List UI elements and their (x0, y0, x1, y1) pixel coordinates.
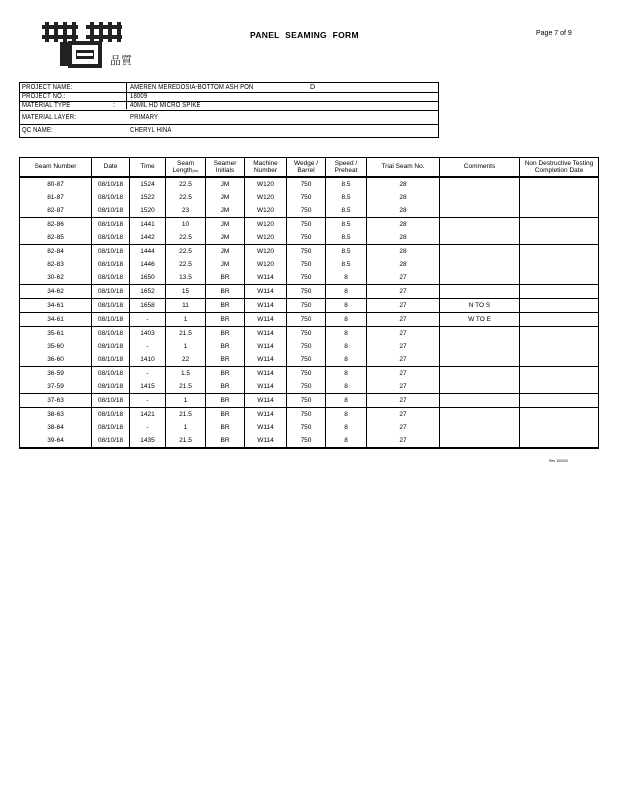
cell-date: 08/10/18 (92, 367, 130, 381)
cell-comments (440, 204, 520, 218)
cell-machine-number: W114 (245, 285, 287, 299)
cell-comments (440, 218, 520, 232)
header-speed-preheat-line2: Preheat (334, 167, 358, 174)
cell-time: 1442 (130, 231, 166, 245)
cell-ndt-completion (520, 191, 599, 204)
cell-comments (440, 340, 520, 353)
cell-seam-length: 22 (166, 353, 206, 367)
cell-trial-seam-no: 28 (367, 245, 440, 259)
cell-seam-length: 22.5 (166, 245, 206, 259)
cell-date: 08/10/18 (92, 408, 130, 422)
cell-seamer-initials: JM (206, 245, 245, 259)
cell-trial-seam-no: 28 (367, 177, 440, 191)
table-row (20, 408, 599, 422)
header-wedge-barrel-line2: Barrel (297, 167, 315, 174)
cell-speed-preheat: 8.5 (326, 177, 367, 191)
cell-comments (440, 177, 520, 191)
cell-seamer-initials: BR (206, 327, 245, 341)
cell-ndt-completion (520, 177, 599, 191)
cell-seam-length: 22.5 (166, 258, 206, 271)
project-no-label: PROJECT NO.: (22, 93, 66, 100)
cell-time: - (130, 340, 166, 353)
header-seamer-initials-line1: Seamer (213, 159, 237, 167)
cell-speed-preheat: 8 (326, 367, 367, 381)
cell-wedge-barrel: 750 (287, 380, 326, 394)
cell-seam-number: 34-62 (20, 285, 92, 299)
cell-machine-number: W114 (245, 394, 287, 408)
cell-comments (440, 353, 520, 367)
cell-seamer-initials: BR (206, 299, 245, 313)
cell-machine-number: W120 (245, 245, 287, 259)
cell-wedge-barrel: 750 (287, 258, 326, 271)
header-comments: Comments (440, 158, 520, 178)
cell-comments (440, 394, 520, 408)
cell-seam-length: 1 (166, 421, 206, 434)
cell-ndt-completion (520, 285, 599, 299)
cell-trial-seam-no: 28 (367, 258, 440, 271)
cell-date: 08/10/18 (92, 394, 130, 408)
cell-date: 08/10/18 (92, 204, 130, 218)
cell-seam-number: 36-59 (20, 367, 92, 381)
cell-date: 08/10/18 (92, 380, 130, 394)
cell-seam-length: 21.5 (166, 327, 206, 341)
cell-ndt-completion (520, 408, 599, 422)
cell-speed-preheat: 8.5 (326, 258, 367, 271)
cell-time: 1410 (130, 353, 166, 367)
cell-seamer-initials: BR (206, 408, 245, 422)
cell-time: 1658 (130, 299, 166, 313)
cell-comments: N TO S (440, 299, 520, 313)
table-row (20, 177, 599, 191)
table-row (20, 258, 599, 271)
cell-comments (440, 191, 520, 204)
cell-time: - (130, 367, 166, 381)
cell-seam-number: 34-61 (20, 299, 92, 313)
cell-ndt-completion (520, 245, 599, 259)
project-name-label: PROJECT NAME: (22, 84, 73, 91)
cell-comments (440, 434, 520, 448)
cell-speed-preheat: 8.5 (326, 191, 367, 204)
cell-speed-preheat: 8.5 (326, 231, 367, 245)
cell-ndt-completion (520, 271, 599, 285)
seaming-table (19, 157, 599, 449)
table-row (20, 327, 599, 341)
cell-seam-number: 82-83 (20, 258, 92, 271)
cell-comments (440, 367, 520, 381)
cell-date: 08/10/18 (92, 299, 130, 313)
table-row (20, 204, 599, 218)
table-row (20, 218, 599, 232)
cell-seamer-initials: JM (206, 204, 245, 218)
cell-trial-seam-no: 27 (367, 434, 440, 448)
cell-speed-preheat: 8 (326, 313, 367, 327)
cell-time: - (130, 313, 166, 327)
cell-comments (440, 380, 520, 394)
cell-trial-seam-no: 28 (367, 231, 440, 245)
cell-seam-number: 37-59 (20, 380, 92, 394)
cell-machine-number: W114 (245, 340, 287, 353)
cell-ndt-completion (520, 353, 599, 367)
cell-time: 1652 (130, 285, 166, 299)
cell-ndt-completion (520, 258, 599, 271)
cell-seamer-initials: BR (206, 353, 245, 367)
cell-comments (440, 258, 520, 271)
cell-machine-number: W120 (245, 191, 287, 204)
cell-speed-preheat: 8 (326, 421, 367, 434)
table-row (20, 380, 599, 394)
cell-machine-number: W114 (245, 367, 287, 381)
cell-comments (440, 231, 520, 245)
header-machine-number-line1: Machine (253, 159, 278, 167)
cell-trial-seam-no: 27 (367, 408, 440, 422)
table-row (20, 367, 599, 381)
cell-trial-seam-no: 27 (367, 353, 440, 367)
cell-seam-length: 10 (166, 218, 206, 232)
cell-time: 1415 (130, 380, 166, 394)
cell-seam-length: 1 (166, 394, 206, 408)
cell-time: 1403 (130, 327, 166, 341)
cell-machine-number: W114 (245, 408, 287, 422)
cell-time: 1446 (130, 258, 166, 271)
cell-wedge-barrel: 750 (287, 421, 326, 434)
table-row (20, 271, 599, 285)
cell-speed-preheat: 8 (326, 394, 367, 408)
cell-wedge-barrel: 750 (287, 191, 326, 204)
cell-seam-number: 34-61 (20, 313, 92, 327)
header-seam-length-word: Length (172, 167, 193, 174)
table-row (20, 421, 599, 434)
cell-seamer-initials: JM (206, 218, 245, 232)
cell-seam-number: 35-60 (20, 340, 92, 353)
cell-seamer-initials: BR (206, 285, 245, 299)
cell-ndt-completion (520, 299, 599, 313)
header-speed-preheat-line1: Speed / (334, 159, 358, 167)
cell-speed-preheat: 8 (326, 353, 367, 367)
cell-date: 08/10/18 (92, 191, 130, 204)
header-ndt-line2: Completion Date (534, 167, 584, 174)
cell-date: 08/10/18 (92, 313, 130, 327)
cell-trial-seam-no: 27 (367, 394, 440, 408)
cell-machine-number: W120 (245, 258, 287, 271)
cell-comments (440, 408, 520, 422)
header-seamer-initials-line2: Initials (215, 167, 235, 174)
cell-time: - (130, 421, 166, 434)
info-rule (20, 124, 438, 125)
qc-name-row (20, 126, 438, 136)
cell-speed-preheat: 8 (326, 380, 367, 394)
table-row (20, 353, 599, 367)
cell-seam-number: 35-61 (20, 327, 92, 341)
cell-date: 08/10/18 (92, 231, 130, 245)
table-row (20, 394, 599, 408)
qc-name-label: QC NAME: (22, 127, 53, 134)
cell-seam-length: 22.5 (166, 177, 206, 191)
cell-wedge-barrel: 750 (287, 285, 326, 299)
cell-machine-number: W120 (245, 231, 287, 245)
cell-ndt-completion (520, 204, 599, 218)
cell-seamer-initials: BR (206, 394, 245, 408)
cell-seamer-initials: BR (206, 340, 245, 353)
table-row (20, 191, 599, 204)
info-rule (20, 110, 438, 111)
cell-seam-length: 22.5 (166, 191, 206, 204)
cell-speed-preheat: 8 (326, 271, 367, 285)
cell-speed-preheat: 8 (326, 434, 367, 448)
cell-wedge-barrel: 750 (287, 204, 326, 218)
logo-lettering: 品質 (110, 54, 132, 67)
cell-seamer-initials: BR (206, 271, 245, 285)
cell-seam-number: 30-62 (20, 271, 92, 285)
material-layer-row (20, 113, 438, 123)
cell-wedge-barrel: 750 (287, 327, 326, 341)
cell-date: 08/10/18 (92, 271, 130, 285)
cell-ndt-completion (520, 434, 599, 448)
cell-seam-length: 21.5 (166, 380, 206, 394)
table-row (20, 434, 599, 448)
cell-trial-seam-no: 27 (367, 299, 440, 313)
cell-seamer-initials: JM (206, 191, 245, 204)
cell-comments (440, 271, 520, 285)
cell-time: 1650 (130, 271, 166, 285)
cell-ndt-completion (520, 231, 599, 245)
cell-time: 1522 (130, 191, 166, 204)
cell-speed-preheat: 8 (326, 285, 367, 299)
cell-comments (440, 421, 520, 434)
cell-seamer-initials: JM (206, 177, 245, 191)
cell-machine-number: W120 (245, 204, 287, 218)
table-row (20, 313, 599, 327)
header-seam-length-unit: (m) (192, 168, 199, 173)
project-name-extra: D (310, 84, 316, 91)
material-layer-label: MATERIAL LAYER: (22, 114, 77, 121)
cell-time: - (130, 394, 166, 408)
header-date: Date (92, 158, 130, 178)
cell-speed-preheat: 8 (326, 299, 367, 313)
cell-wedge-barrel: 750 (287, 299, 326, 313)
header-ndt-completion (520, 158, 599, 178)
cell-seam-number: 39-64 (20, 434, 92, 448)
cell-time: 1524 (130, 177, 166, 191)
cell-date: 08/10/18 (92, 340, 130, 353)
cell-seamer-initials: BR (206, 421, 245, 434)
cell-seam-number: 82-86 (20, 218, 92, 232)
cell-machine-number: W114 (245, 434, 287, 448)
cell-trial-seam-no: 28 (367, 191, 440, 204)
cell-seamer-initials: BR (206, 367, 245, 381)
cell-comments: W TO E (440, 313, 520, 327)
material-type-value: 40MIL HD MICRO SPIKE (130, 102, 201, 109)
cell-seam-length: 23 (166, 204, 206, 218)
cell-ndt-completion (520, 313, 599, 327)
cell-machine-number: W114 (245, 353, 287, 367)
header-seam-length-line2 (166, 167, 205, 175)
cell-ndt-completion (520, 380, 599, 394)
cell-trial-seam-no: 28 (367, 204, 440, 218)
cell-seamer-initials: JM (206, 231, 245, 245)
cell-time: 1441 (130, 218, 166, 232)
cell-speed-preheat: 8.5 (326, 218, 367, 232)
table-row (20, 285, 599, 299)
cell-seam-number: 36-60 (20, 353, 92, 367)
cell-speed-preheat: 8 (326, 340, 367, 353)
cell-wedge-barrel: 750 (287, 245, 326, 259)
cell-wedge-barrel: 750 (287, 367, 326, 381)
material-type-colon: : (113, 102, 116, 109)
header-seam-number: Seam Number (20, 158, 92, 178)
cell-ndt-completion (520, 327, 599, 341)
cell-time: 1444 (130, 245, 166, 259)
project-name-value: AMEREN MEREDOSIA-BOTTOM ASH PON (130, 84, 254, 91)
cell-seamer-initials: BR (206, 380, 245, 394)
material-type-label: MATERIAL TYPE (22, 102, 71, 109)
cell-trial-seam-no: 27 (367, 421, 440, 434)
cell-seam-length: 13.5 (166, 271, 206, 285)
cell-trial-seam-no: 27 (367, 340, 440, 353)
cell-machine-number: W120 (245, 177, 287, 191)
cell-seam-number: 82-84 (20, 245, 92, 259)
cell-ndt-completion (520, 421, 599, 434)
project-info-box (19, 82, 439, 138)
seaming-table-body (20, 177, 599, 448)
cell-seam-length: 22.5 (166, 231, 206, 245)
cell-speed-preheat: 8 (326, 408, 367, 422)
cell-seam-length: 11 (166, 299, 206, 313)
cell-seam-length: 1 (166, 340, 206, 353)
cell-seam-length: 21.5 (166, 434, 206, 448)
cell-speed-preheat: 8.5 (326, 245, 367, 259)
cell-date: 08/10/18 (92, 353, 130, 367)
cell-seam-number: 82-85 (20, 231, 92, 245)
header-machine-number-line2: Number (253, 167, 278, 174)
cell-wedge-barrel: 750 (287, 340, 326, 353)
cell-trial-seam-no: 27 (367, 380, 440, 394)
cell-date: 08/10/18 (92, 327, 130, 341)
material-layer-value: PRIMARY (130, 114, 159, 121)
header-seam-length-line1: Seam (177, 159, 194, 167)
cell-ndt-completion (520, 218, 599, 232)
cell-ndt-completion (520, 367, 599, 381)
table-row (20, 340, 599, 353)
cell-machine-number: W120 (245, 218, 287, 232)
table-row (20, 245, 599, 259)
cell-trial-seam-no: 28 (367, 218, 440, 232)
table-row (20, 231, 599, 245)
page-number: Page 7 of 9 (536, 30, 572, 37)
cell-date: 08/10/18 (92, 258, 130, 271)
cell-wedge-barrel: 750 (287, 313, 326, 327)
cell-machine-number: W114 (245, 271, 287, 285)
cell-seam-number: 38-63 (20, 408, 92, 422)
header-machine-number (245, 158, 287, 178)
header-time: Time (130, 158, 166, 178)
cell-trial-seam-no: 27 (367, 271, 440, 285)
cell-seamer-initials: BR (206, 313, 245, 327)
cell-ndt-completion (520, 340, 599, 353)
cell-seam-number: 38-64 (20, 421, 92, 434)
cell-date: 08/10/18 (92, 285, 130, 299)
cell-date: 08/10/18 (92, 245, 130, 259)
cell-seam-length: 1.5 (166, 367, 206, 381)
table-header-row (20, 158, 599, 178)
cell-wedge-barrel: 750 (287, 353, 326, 367)
header-seamer-initials (206, 158, 245, 178)
cell-wedge-barrel: 750 (287, 177, 326, 191)
company-logo (40, 22, 132, 68)
header-trial-seam-no: Trial Seam No. (367, 158, 440, 178)
cell-time: 1435 (130, 434, 166, 448)
cell-seam-length: 15 (166, 285, 206, 299)
cell-time: 1421 (130, 408, 166, 422)
cell-speed-preheat: 8 (326, 327, 367, 341)
cell-wedge-barrel: 750 (287, 434, 326, 448)
cell-machine-number: W114 (245, 421, 287, 434)
cell-seam-number: 82-87 (20, 204, 92, 218)
cell-seamer-initials: JM (206, 258, 245, 271)
cell-wedge-barrel: 750 (287, 394, 326, 408)
cell-trial-seam-no: 27 (367, 367, 440, 381)
cell-trial-seam-no: 27 (367, 313, 440, 327)
cell-machine-number: W114 (245, 380, 287, 394)
cell-date: 08/10/18 (92, 421, 130, 434)
form-title: PANEL SEAMING FORM (250, 30, 359, 40)
cell-date: 08/10/18 (92, 218, 130, 232)
cell-seam-number: 80-87 (20, 177, 92, 191)
cell-machine-number: W114 (245, 299, 287, 313)
cell-date: 08/10/18 (92, 177, 130, 191)
cell-trial-seam-no: 27 (367, 327, 440, 341)
cell-wedge-barrel: 750 (287, 271, 326, 285)
cell-seam-number: 81-87 (20, 191, 92, 204)
cell-seam-number: 37-63 (20, 394, 92, 408)
cell-seam-length: 1 (166, 313, 206, 327)
cell-time: 1520 (130, 204, 166, 218)
cell-wedge-barrel: 750 (287, 218, 326, 232)
table-row (20, 299, 599, 313)
cell-seamer-initials: BR (206, 434, 245, 448)
revision-label: Rev 100020 (549, 459, 568, 463)
cell-date: 08/10/18 (92, 434, 130, 448)
qc-name-value: CHERYL HINA (130, 127, 172, 134)
header-wedge-barrel (287, 158, 326, 178)
cell-machine-number: W114 (245, 327, 287, 341)
header-wedge-barrel-line1: Wedge / (293, 159, 319, 167)
project-no-value: 18009 (130, 93, 148, 100)
cell-wedge-barrel: 750 (287, 408, 326, 422)
cell-comments (440, 327, 520, 341)
cell-speed-preheat: 8.5 (326, 204, 367, 218)
header-seam-length (166, 158, 206, 178)
header-ndt-line1: Non Destructive Testing (524, 159, 594, 167)
cell-comments (440, 245, 520, 259)
cell-ndt-completion (520, 394, 599, 408)
cell-wedge-barrel: 750 (287, 231, 326, 245)
cell-trial-seam-no: 27 (367, 285, 440, 299)
cell-machine-number: W114 (245, 313, 287, 327)
cell-seam-length: 21.5 (166, 408, 206, 422)
cell-comments (440, 285, 520, 299)
header-speed-preheat (326, 158, 367, 178)
